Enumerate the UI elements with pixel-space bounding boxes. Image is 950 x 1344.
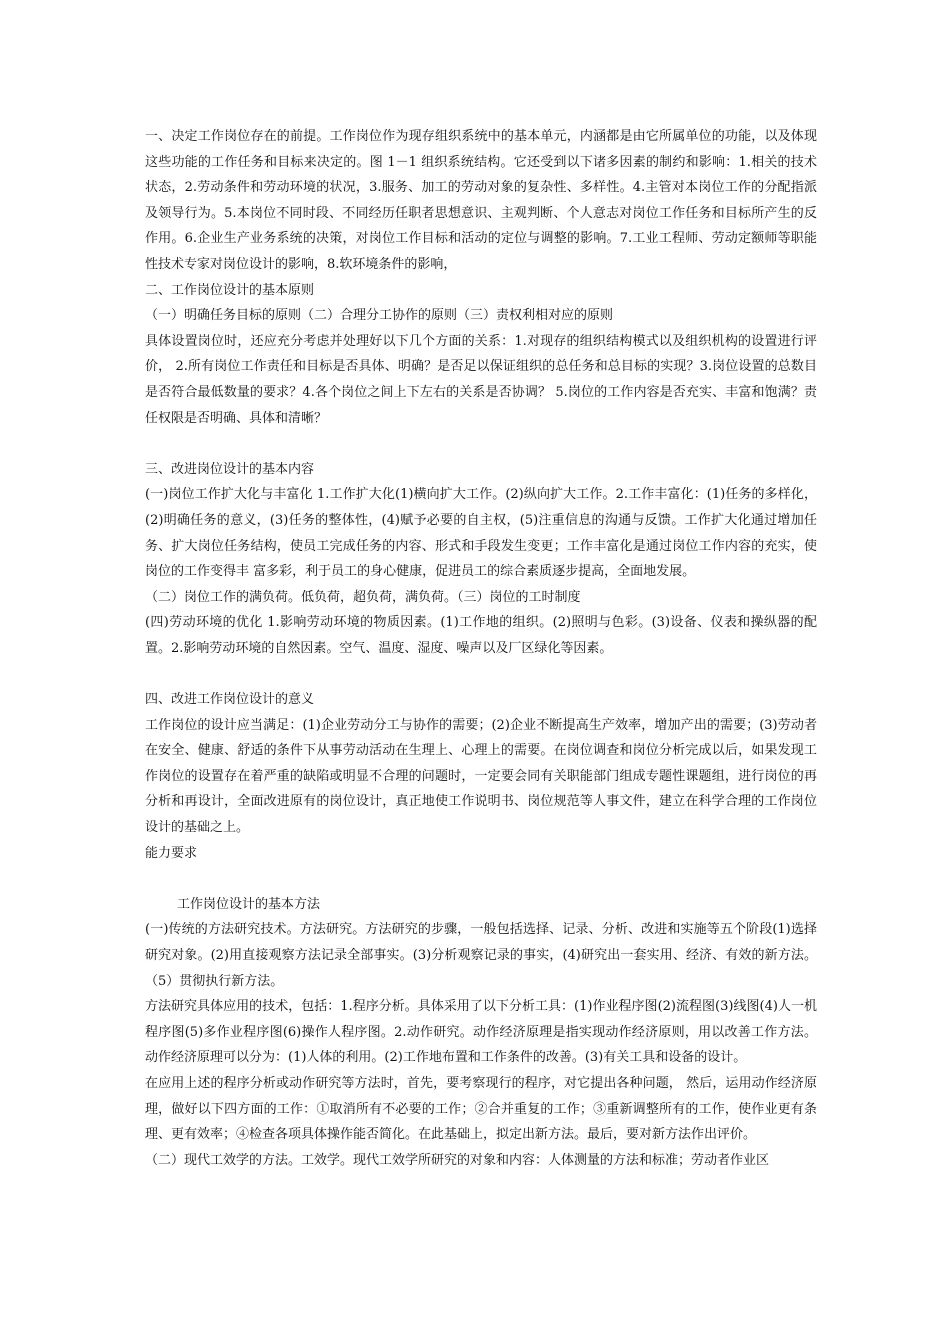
paragraph-environment: (四)劳动环境的优化 1.影响劳动环境的物质因素。(1)工作地的组织。(2)照明与色彩。(3)设备、仪表和操纵器的配置。2.影响劳动环境的自然因素。空气、温度、湿度、噪声以及厂区绿化等因素。 [145,615,817,656]
blank-line [145,431,817,457]
paragraph-premise: 一、决定工作岗位存在的前提。工作岗位作为现存组织系统中的基本单元，内涵都是由它所属单位的功能，以及体现这些功能的工作任务和目标来决定的。图 1－1 组织系统结构。它还受到以下诸多因素的制约和影响：1.相关的技术状态，2.劳动条件和劳动环境的状况，3.服务、加工的劳动对象的复杂性、多样性。4.主管对本岗位工作的分配指派及领导行为。5.本岗位不同时段、不同经历任职者思想意识、主观判断、个人意志对岗位工作任务和目标所产生的反作用。6.企业生产业务系统的决策，对岗位工作目标和活动的定位与调整的影响。7.工业工程师、劳动定额师等职能性技术专家对岗位设计的影响，8.软环境条件的影响， [145,129,817,272]
paragraph-job-enlargement: (一)岗位工作扩大化与丰富化 1.工作扩大化(1)横向扩大工作。(2)纵向扩大工作。2.工作丰富化：(1)任务的多样化，(2)明确任务的意义，(3)任务的整体性，(4)赋予必要的自主权，(5)注重信息的沟通与反馈。工作扩大化通过增加任务、扩大岗位任务结构，使员工完成任务的内容、形式和手段发生变更；工作丰富化是通过岗位工作内容的充实，使岗位的工作变得丰 富多彩，利于员工的身心健康，促进员工的综合素质逐步提高，全面地发展。 [145,487,817,580]
paragraph-method-study: (一)传统的方法研究技术。方法研究。方法研究的步骤，一般包括选择、记录、分析、改进和实施等五个阶段(1)选择研究对象。(2)用直接观察方法记录全部事实。(3)分析观察记录的事实，(4)研究出一套实用、经济、有效的新方法。（5）贯彻执行新方法。 [145,922,817,989]
heading-ability-requirements: 能力要求 [145,845,198,861]
heading-improvement-content: 三、改进岗位设计的基本内容 [145,461,315,477]
paragraph-workload: （二）岗位工作的满负荷。低负荷，超负荷，满负荷。（三）岗位的工时制度 [145,589,581,605]
paragraph-ergonomics: （二）现代工效学的方法。工效学。现代工效学所研究的对象和内容：人体测量的方法和标准；劳动者作业区 [145,1152,770,1168]
blank-line [145,661,817,687]
paragraph-method-application: 在应用上述的程序分析或动作研究等方法时，首先，要考察现行的程序，对它提出各种问题， 然后，运用动作经济原理，做好以下四方面的工作：①取消所有不必要的工作；②合并重复的工作；③重新调整所有的工作，使作业更有条理、更有效率；④检查各项具体操作能否简化。在此基础上，拟定出新方法。最后，要对新方法作出评价。 [145,1075,817,1143]
heading-design-principles: 二、工作岗位设计的基本原则 [145,282,315,298]
paragraph-method-techniques: 方法研究具体应用的技术，包括：1.程序分析。具体采用了以下分析工具：(1)作业程序图(2)流程图(3)线图(4)人一机程序图(5)多作业程序图(6)操作人程序图。2.动作研究。动作经济原理是指实现动作经济原则，用以改善工作方法。动作经济原理可以分为：(1)人体的利用。(2)工作地布置和工作条件的改善。(3)有关工具和设备的设计。 [145,999,817,1066]
heading-basic-methods: 工作岗位设计的基本方法 [177,896,321,912]
paragraph-significance: 工作岗位的设计应当满足：(1)企业劳动分工与协作的需要；(2)企业不断提高生产效率，增加产出的需要；(3)劳动者在安全、健康、舒适的条件下从事劳动活动在生理上、心理上的需要。在岗位调查和岗位分析完成以后，如果发现工作岗位的设置存在着严重的缺陷或明显不合理的问题时，一定要会同有关职能部门组成专题性课题组，进行岗位的再分析和再设计，全面改进原有的岗位设计，真正地使工作说明书、岗位规范等人事文件，建立在科学合理的工作岗位设计的基础之上。 [145,717,817,836]
paragraph-principles-list: （一）明确任务目标的原则（二）合理分工协作的原则（三）责权利相对应的原则 [145,308,614,324]
heading-significance: 四、改进工作岗位设计的意义 [145,692,315,708]
paragraph-relationships: 具体设置岗位时，还应充分考虑并处理好以下几个方面的关系：1.对现存的组织结构模式以及组织机构的设置进行评价， 2.所有岗位工作责任和目标是否具体、明确？是否足以保证组织的总任务和总目标的实现？3.岗位设置的总数目是否符合最低数量的要求？4.各个岗位之间上下左右的关系是否协调？ 5.岗位的工作内容是否充实、丰富和饱满？责任权限是否明确、具体和清晰？ [145,333,817,426]
blank-line [145,866,817,892]
document-page [145,124,817,1173]
